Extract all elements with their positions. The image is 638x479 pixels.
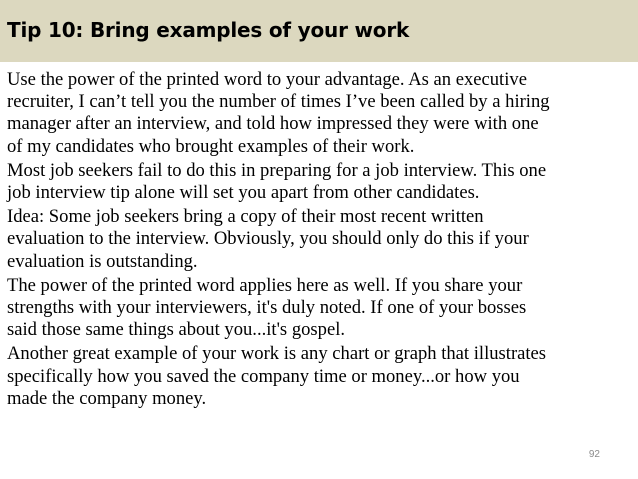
text-line: Another great example of your work is any chart or graph that illustrates xyxy=(7,343,547,365)
text-line: evaluation to the interview. Obviously, you should only do this if your xyxy=(7,228,529,250)
text-line: Use the power of the printed word to your advantage. As an executive xyxy=(7,69,527,90)
text-line: made the company money. xyxy=(7,387,207,409)
slide-title: Tip 10: Bring examples of your work xyxy=(7,18,410,42)
text-line: Most job seekers fail to do this in preparing for a job interview. This one xyxy=(7,159,547,181)
title-bar xyxy=(0,0,638,62)
paragraph-3 xyxy=(7,206,633,273)
paragraph-2 xyxy=(7,160,633,204)
text-line: of my candidates who brought examples of their work. xyxy=(7,135,415,157)
paragraph-5 xyxy=(7,343,633,410)
text-line: recruiter, I can’t tell you the number of times I’ve been called by a hiring xyxy=(7,91,550,113)
slide-body xyxy=(7,69,633,412)
text-line: evaluation is outstanding. xyxy=(7,250,198,272)
paragraph-1 xyxy=(7,69,633,158)
text-line: strengths with your interviewers, it's duly noted. If one of your bosses xyxy=(7,297,527,319)
text-line: specifically how you saved the company time or money...or how you xyxy=(7,365,520,387)
page-number: 92 xyxy=(588,449,600,460)
text-line: Idea: Some job seekers bring a copy of their most recent written xyxy=(7,206,484,228)
text-line: job interview tip alone will set you apart from other candidates. xyxy=(7,182,480,204)
text-line: said those same things about you...it's gospel. xyxy=(7,319,346,341)
paragraph-4 xyxy=(7,275,633,342)
text-line: manager after an interview, and told how impressed they were with one xyxy=(7,113,539,135)
text-line: The power of the printed word applies here as well. If you share your xyxy=(7,274,523,296)
